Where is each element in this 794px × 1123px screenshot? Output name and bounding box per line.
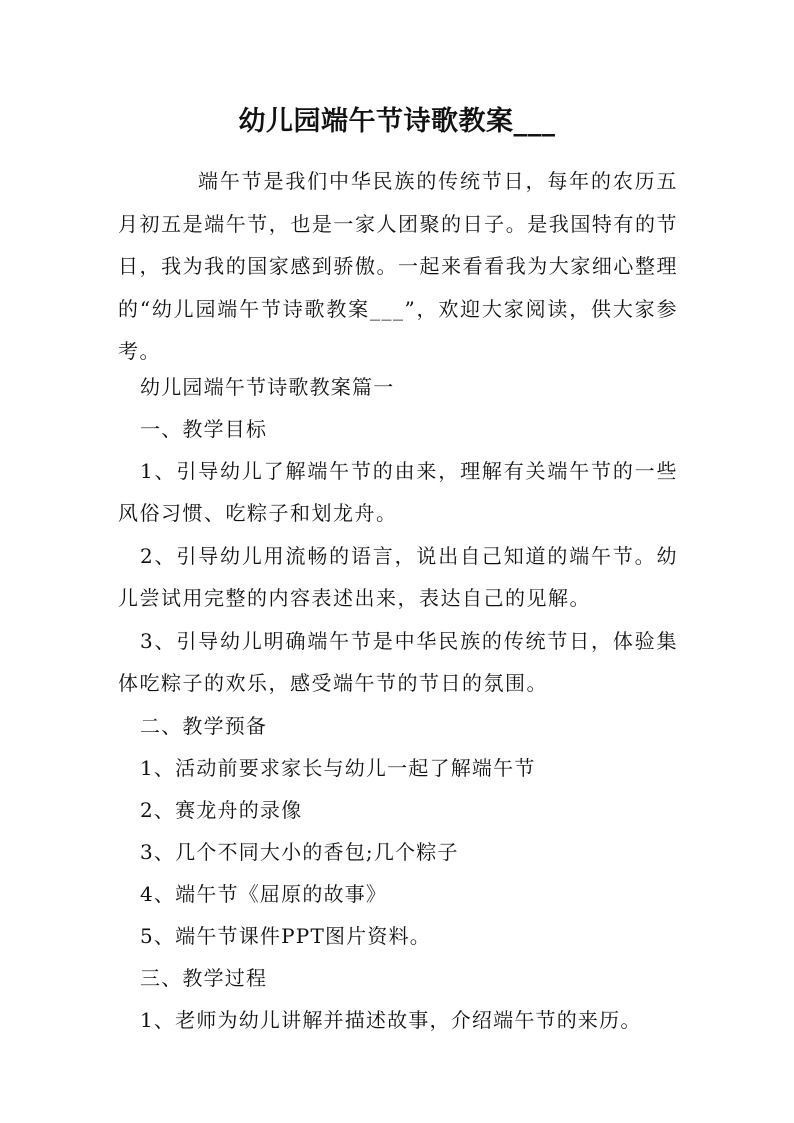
prep-item-2: 2、赛龙舟的录像 — [140, 798, 303, 822]
heading-teaching-process: 三、教学过程 — [140, 966, 268, 990]
section-title: 幼儿园端午节诗歌教案篇一 — [140, 375, 395, 399]
prep-item-5: 5、端午节课件PPT图片资料。 — [140, 924, 431, 948]
goal-item-3: 3、引导幼儿明确端午节是中华民族的传统节日，体验集体吃粽子的欢乐，感受端午节的节日的氛围。 — [118, 629, 678, 695]
document-title: 幼儿园端午节诗歌教案___ — [238, 106, 556, 137]
goal-item-2: 2、引导幼儿用流畅的语言，说出自己知道的端午节。幼儿尝试用完整的内容表述出来，表达自己的见解。 — [118, 544, 678, 610]
intro-paragraph: 端午节是我们中华民族的传统节日，每年的农历五月初五是端午节，也是一家人团聚的日子。是我国特有的节日，我为我的国家感到骄傲。一起来看看我为大家细心整理的“幼儿园端午节诗歌教案___”，欢迎大家阅读，供大家参考。 — [118, 169, 678, 363]
heading-teaching-goals: 一、教学目标 — [140, 417, 268, 441]
goal-item-1: 1、引导幼儿了解端午节的由来，理解有关端午节的一些风俗习惯、吃粽子和划龙舟。 — [118, 459, 678, 525]
process-item-1: 1、老师为幼儿讲解并描述故事，介绍端午节的来历。 — [140, 1008, 642, 1032]
heading-teaching-preparation: 二、教学预备 — [140, 714, 268, 738]
prep-item-4: 4、端午节《屈原的故事》 — [140, 882, 388, 906]
prep-item-3: 3、几个不同大小的香包;几个粽子 — [140, 840, 459, 864]
prep-item-1: 1、活动前要求家长与幼儿一起了解端午节 — [140, 756, 536, 780]
